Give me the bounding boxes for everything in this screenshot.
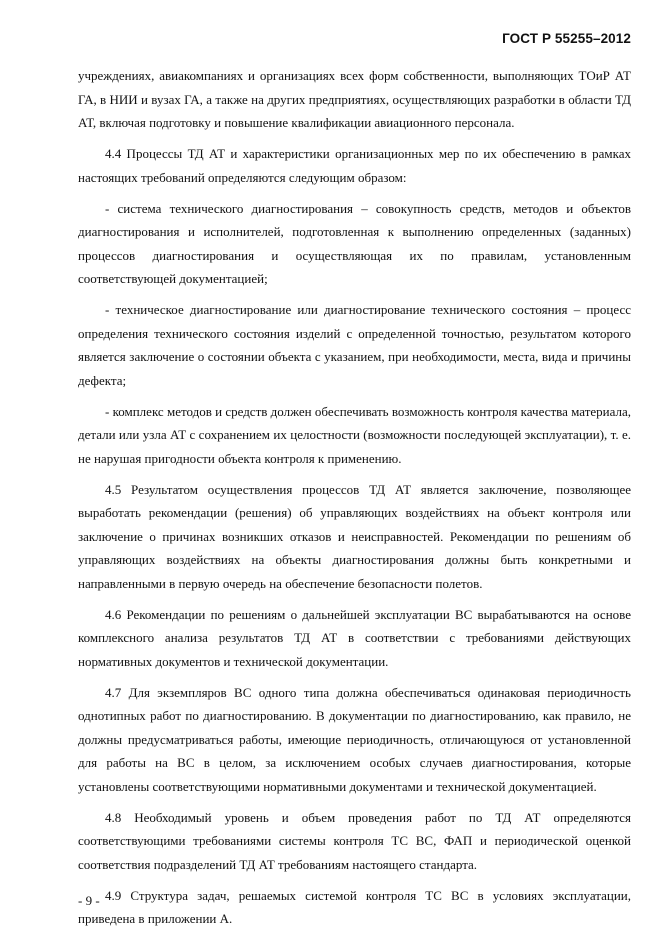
page-number: - 9 - — [78, 893, 100, 908]
document-body — [78, 64, 631, 938]
list-item-methods-complex: - комплекс методов и средств должен обеспечивать возможность контроля качества материала, детали или узла АТ с сохранением их целостности (возможности последующей эксплуатации), т. е. не нарушая пригодности объекта контроля к применению. — [78, 403, 631, 466]
list-item-technical-diagnostics: - техническое диагностирование или диагностирование технического состояния – процесс определения технического состояния изделий с определенной точностью, результатом которого является заключение о состоянии объекта с указанием, при необходимости, места, вида и причины дефекта; — [78, 302, 631, 388]
list-item-diagnostic-system: - система технического диагностирования – совокупность средств, методов и объектов диагностирования и исполнителей, подготовленная к выполнению определенных (заданных) процессов диагностирования и осуществляющая их по правилам, установленным соответствующей документацией; — [78, 200, 631, 286]
paragraph-4-4: 4.4 Процессы ТД АТ и характеристики организационных мер по их обеспечению в рамках настоящих требований определяются следующим образом: — [78, 146, 631, 185]
paragraph-4-5: 4.5 Результатом осуществления процессов ТД АТ является заключение, позволяющее выработать рекомендации (решения) об управляющих воздействиях на объект контроля или заключение о причинах возникших отказов и неисправностей. Рекомендации по решениям об управляющих воздействиях на объекты диагностирования должны быть конкретными и направленными в первую очередь на обеспечение безопасности полетов. — [78, 481, 631, 591]
paragraph-4-8: 4.8 Необходимый уровень и объем проведения работ по ТД АТ определяются соответствующими требованиями системы контроля ТС ВС, ФАП и периодической оценкой соответствия подразделений ТД АТ требованиям настоящего стандарта. — [78, 809, 631, 872]
paragraph-4-7: 4.7 Для экземпляров ВС одного типа должна обеспечиваться одинаковая периодичность однотипных работ по диагностированию. В документации по диагностированию, как правило, не должны предусматриваться работы, имеющие периодичность, отличающуюся от установленной для работы на ВС в целом, за исключением особых случаев диагностирования, которые установлены соответствующими нормативными документами и технической документацией. — [78, 684, 631, 794]
paragraph-4-6: 4.6 Рекомендации по решениям о дальнейшей эксплуатации ВС вырабатываются на основе комплексного анализа результатов ТД АТ в соответствии с требованиями действующих нормативных документов и технической документации. — [78, 606, 631, 669]
standard-header: ГОСТ Р 55255–2012 — [502, 31, 631, 46]
paragraph-4-9: 4.9 Структура задач, решаемых системой контроля ТС ВС в условиях эксплуатации, приведена в приложении А. — [78, 887, 631, 926]
paragraph-continuation: учреждениях, авиакомпаниях и организациях всех форм собственности, выполняющих ТОиР АТ ГА, в НИИ и вузах ГА, а также на других предприятиях, осуществляющих разработки в области ТД АТ, включая подготовку и повышение квалификации авиационного персонала. — [78, 68, 631, 130]
